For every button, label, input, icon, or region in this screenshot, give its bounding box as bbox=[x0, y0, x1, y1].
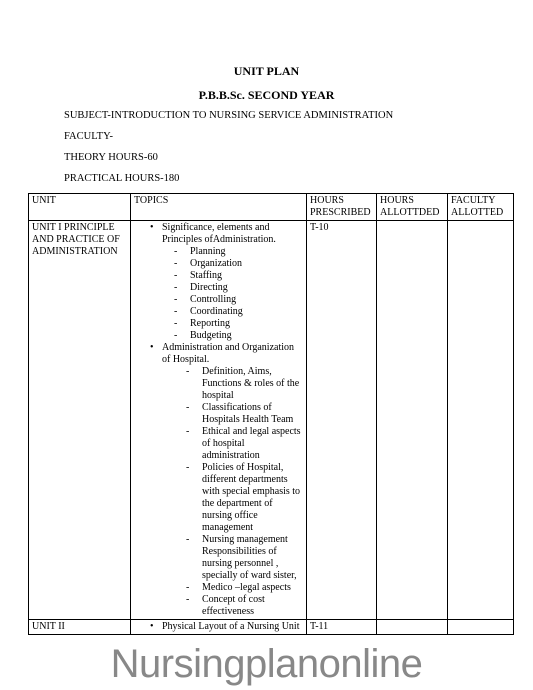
topic-item bbox=[134, 342, 303, 618]
unit-plan-table bbox=[28, 193, 514, 635]
column-header-hours-allotted: HOURS ALLOTTDED bbox=[377, 194, 448, 221]
column-header-faculty-allotted: FACULTY ALLOTTED bbox=[448, 194, 514, 221]
table-row bbox=[29, 221, 514, 620]
faculty-allotted-cell bbox=[448, 620, 514, 635]
subtopic-item: - Nursing management Responsibilities of nursing personnel , specially of ward sister, bbox=[162, 534, 303, 582]
subtopic-item: - Coordinating bbox=[162, 306, 303, 318]
watermark-text: Nursingplanonline bbox=[110, 642, 423, 686]
topic-item: • Physical Layout of a Nursing Unit bbox=[134, 621, 303, 633]
table-header-row bbox=[29, 194, 514, 221]
column-header-unit: UNIT bbox=[29, 194, 131, 221]
topic-title: Administration and Organization of Hospital. bbox=[162, 342, 295, 365]
column-header-topics: TOPICS bbox=[131, 194, 307, 221]
hours-allotted-cell bbox=[377, 221, 448, 620]
column-header-hours-prescribed: HOURS PRESCRIBED bbox=[307, 194, 377, 221]
topic-item bbox=[134, 222, 303, 342]
subtopic-item: - Concept of cost effectiveness bbox=[162, 594, 303, 618]
subtopic-item: - Directing bbox=[162, 282, 303, 294]
subtopic-item: - Definition, Aims, Functions & roles of the hospital bbox=[162, 366, 303, 402]
topics-cell bbox=[131, 221, 307, 620]
topics-cell bbox=[131, 620, 307, 635]
theory-hours-line: THEORY HOURS-60 bbox=[64, 152, 158, 163]
topic-list bbox=[134, 621, 303, 633]
faculty-allotted-cell bbox=[448, 221, 514, 620]
course-title: P.B.B.Sc. SECOND YEAR bbox=[198, 88, 335, 102]
subtopic-item: - Policies of Hospital, different departments with special emphasis to the department of nursing office management bbox=[162, 462, 303, 534]
document-title: UNIT PLAN bbox=[233, 64, 300, 78]
subtopic-item: - Controlling bbox=[162, 294, 303, 306]
subtopic-item: - Ethical and legal aspects of hospital administration bbox=[162, 426, 303, 462]
subtopic-item: - Reporting bbox=[162, 318, 303, 330]
topic-list bbox=[134, 222, 303, 618]
hours-prescribed-cell: T-11 bbox=[307, 620, 377, 635]
subtopic-list bbox=[162, 246, 303, 342]
subtopic-item: - Medico –legal aspects bbox=[162, 582, 303, 594]
topic-title: Significance, elements and Principles ofAdministration. bbox=[162, 222, 276, 245]
hours-allotted-cell bbox=[377, 620, 448, 635]
table-row bbox=[29, 620, 514, 635]
subtopic-item: - Organization bbox=[162, 258, 303, 270]
unit-cell: UNIT I PRINCIPLE AND PRACTICE OF ADMINISTRATION bbox=[29, 221, 131, 620]
subject-line: SUBJECT-INTRODUCTION TO NURSING SERVICE ADMINISTRATION bbox=[64, 110, 394, 121]
subtopic-list bbox=[162, 366, 303, 618]
subtopic-item: - Classifications of Hospitals Health Team bbox=[162, 402, 303, 426]
practical-hours-line: PRACTICAL HOURS-180 bbox=[64, 173, 180, 184]
hours-prescribed-cell: T-10 bbox=[307, 221, 377, 620]
subtopic-item: - Staffing bbox=[162, 270, 303, 282]
faculty-line: FACULTY- bbox=[64, 131, 114, 142]
subtopic-item: - Budgeting bbox=[162, 330, 303, 342]
unit-cell: UNIT II bbox=[29, 620, 131, 635]
subtopic-item: - Planning bbox=[162, 246, 303, 258]
